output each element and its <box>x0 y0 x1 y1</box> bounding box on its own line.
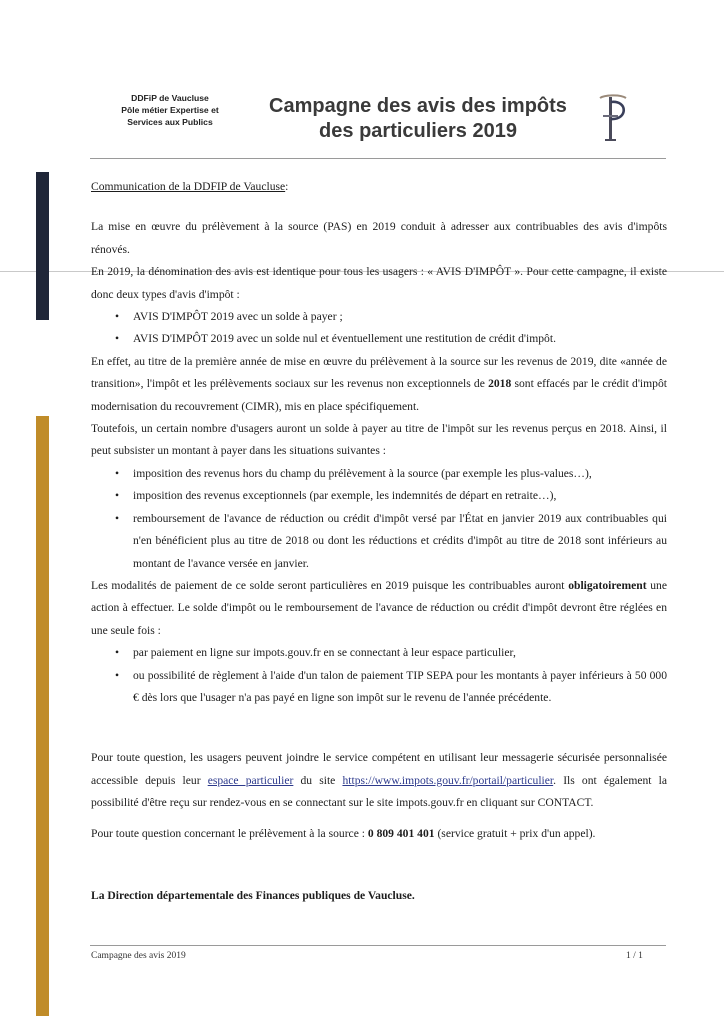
list-item <box>91 328 667 350</box>
title-line: Campagne des avis des impôts <box>269 95 567 117</box>
bold-word: obligatoirement <box>568 578 647 592</box>
paragraph <box>91 747 667 814</box>
text-span: . Ils ont également la possibilité d'être reçu sur rendez-vous en se connectant sur le site impots.gouv.fr en cliquant sur CONTACT. <box>91 773 667 810</box>
document-title <box>248 94 588 144</box>
footer-rule <box>90 945 666 946</box>
list-item <box>91 463 667 485</box>
header-rule <box>90 158 666 159</box>
footer-title: Campagne des avis 2019 <box>91 951 186 961</box>
dgfip-logo-icon <box>594 92 630 144</box>
list-item <box>91 642 667 664</box>
bullet-icon: • <box>115 310 120 324</box>
espace-particulier-link[interactable]: espace particulier <box>207 773 294 787</box>
bullet-icon: • <box>115 466 120 480</box>
document-body <box>91 176 667 907</box>
payment-methods-list <box>91 642 667 709</box>
avis-types-list <box>91 306 667 351</box>
list-item <box>91 665 667 710</box>
list-item-text: AVIS D'IMPÔT 2019 avec un solde nul et éventuellement une restitution de crédit d'impôt. <box>133 332 556 346</box>
paragraph <box>91 823 667 845</box>
org-line: DDFiP de Vaucluse <box>131 93 209 103</box>
bullet-icon: • <box>115 489 120 503</box>
text-span: (service gratuit + prix d'un appel). <box>434 826 596 840</box>
gold-side-bar <box>36 416 49 1016</box>
paragraph <box>91 575 667 642</box>
bold-year: 2018 <box>488 377 512 391</box>
bullet-icon: • <box>115 332 120 346</box>
phone-number: 0 809 401 401 <box>367 826 435 840</box>
text-span: Pour toute question concernant le prélèvement à la source : <box>91 826 368 840</box>
navy-side-bar <box>36 172 49 320</box>
communication-title: Communication de la DDFIP de Vaucluse <box>91 180 286 193</box>
text-span: Pour toute question, les usagers peuvent joindre le service compétent en utilisant leur messagerie sécurisée personnalisée accessible depuis leur <box>91 751 667 787</box>
list-item-text: ou possibilité de règlement à l'aide d'un talon de paiement TIP SEPA pour les montants à payer inférieurs à 50 000 € dès lors que l'usager n'a pas payé en ligne son impôt sur le revenu de l'année précédente. <box>133 668 667 704</box>
impots-url-link[interactable]: https://www.impots.gouv.fr/portail/particulier <box>342 773 554 787</box>
paragraph: Toutefois, un certain nombre d'usagers auront un solde à payer au titre de l'impôt sur les revenus perçus en 2018. Ainsi, il peut subsister un montant à payer dans les situations suivantes : <box>91 422 667 458</box>
bullet-icon: • <box>115 646 120 660</box>
communication-colon: : <box>285 180 289 193</box>
list-item-text: par paiement en ligne sur impots.gouv.fr en se connectant à leur espace particulier, <box>133 646 516 660</box>
org-line: Pôle métier Expertise et <box>121 105 219 115</box>
list-item-text: imposition des revenus hors du champ du prélèvement à la source (par exemple les plus-values…), <box>133 466 592 480</box>
bullet-icon: • <box>115 511 120 525</box>
title-line: des particuliers 2019 <box>319 120 517 142</box>
text-span: sont effacés par le crédit d'impôt modernisation du recouvrement (CIMR), mis en place spécifiquement. <box>91 377 667 413</box>
list-item <box>91 306 667 328</box>
paragraph: En 2019, la dénomination des avis est identique pour tous les usagers : « AVIS D'IMPÔT ». Pour cette campagne, il existe donc deux types d'avis d'impôt : <box>91 265 667 301</box>
signature-text: La Direction départementale des Finances publiques de Vaucluse. <box>91 888 415 902</box>
situations-list <box>91 463 667 575</box>
list-item-text: imposition des revenus exceptionnels (par exemple, les indemnités de départ en retraite…), <box>133 489 557 503</box>
list-item <box>91 485 667 507</box>
signature <box>91 885 667 907</box>
list-item <box>91 508 667 575</box>
text-span: une action à effectuer. Le solde d'impôt ou le remboursement de l'avance de réduction ou crédit d'impôt devront être réglées en une seule fois : <box>91 578 667 637</box>
page-number: 1 / 1 <box>626 951 643 961</box>
paragraph: La mise en œuvre du prélèvement à la source (PAS) en 2019 conduit à adresser aux contribuables des avis d'impôts rénovés. <box>91 220 667 256</box>
text-span: du site <box>293 773 343 787</box>
bullet-icon: • <box>115 668 120 682</box>
list-item-text: AVIS D'IMPÔT 2019 avec un solde à payer ; <box>133 310 343 324</box>
organization-block <box>100 92 240 128</box>
text-span: En effet, au titre de la première année de mise en œuvre du prélèvement à la source sur les revenus de 2019, dite «année de transition», l'impôt et les prélèvements sociaux sur les revenus non exceptionnels de <box>91 354 667 391</box>
text-span: Les modalités de paiement de ce solde seront particulières en 2019 puisque les contribuables auront <box>91 578 569 592</box>
communication-heading <box>91 176 667 198</box>
org-line: Services aux Publics <box>127 117 213 127</box>
list-item-text: remboursement de l'avance de réduction ou crédit d'impôt versé par l'État en janvier 2019 aux contribuables qui n'en bénéficient plus au titre de 2018 ou dont les réductions et crédits d'impôt au titre de 2018 sont inférieurs au montant de l'avance versée en janvier. <box>133 511 667 570</box>
paragraph <box>91 351 667 418</box>
